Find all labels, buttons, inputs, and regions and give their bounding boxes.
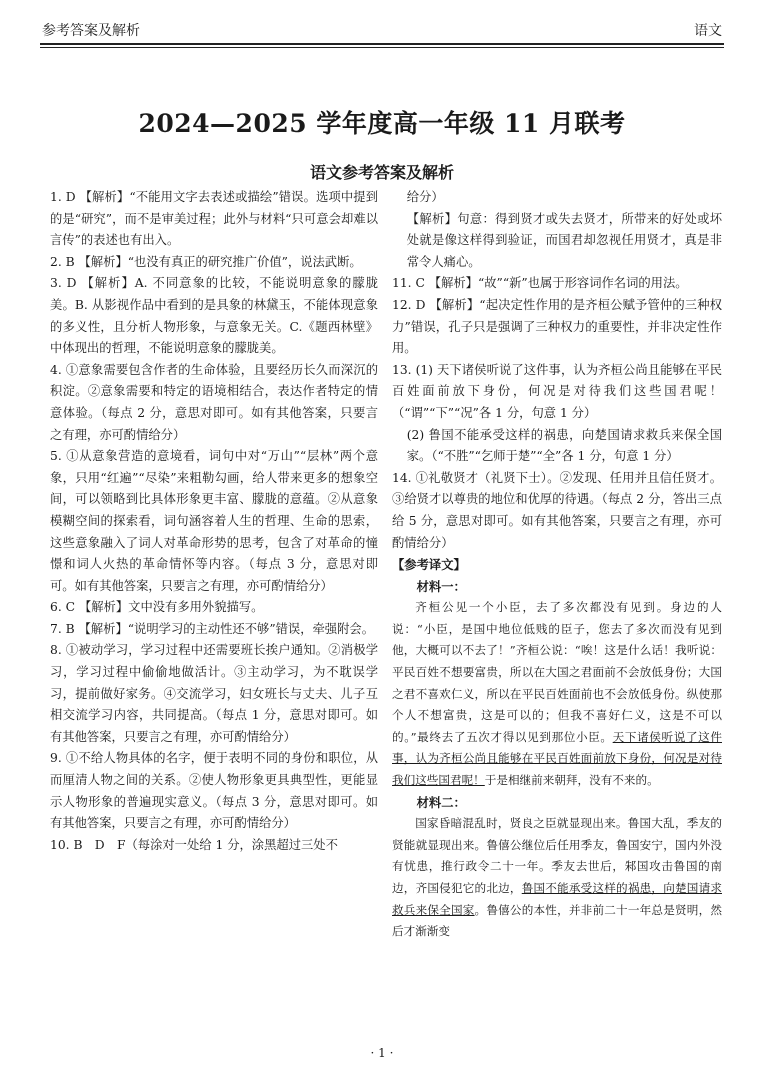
material-1-text	[392, 597, 722, 791]
left-column	[50, 187, 378, 856]
answer-item-7: 7. B 【解析】“说明学习的主动性还不够”错误，牵强附会。	[50, 621, 374, 636]
header-subject-label: 语文	[694, 23, 722, 39]
material-2-text-b: 。鲁僖公的本性，并非前二十一年总是贤明，然后才渐渐变	[392, 902, 722, 939]
answer-item-14: 14. ①礼敬贤才（礼贤下士）。②发现、任用并且信任贤才。③给贤才以尊贵的地位和优厚的待遇。（每点 2 分，答出三点给 5 分，意思对即可。如有其他答案，只要言之有理，亦可酌情给分）	[392, 470, 722, 550]
answer-item-4: 4. ①意象需要包含作者的生命体验，且要经历长久而深沉的积淀。②意象需要和特定的语境相结合，表达作者特定的情意体验。（每点 2 分，意思对即可。如有其他答案，只要言之有理，亦可酌情给分）	[50, 362, 378, 442]
answer-item-12: 12. D 【解析】“起决定性作用的是齐桓公赋予管仲的三种权力”错误，孔子只是强调了三种权力的重要性，并非决定性作用。	[392, 297, 722, 356]
document-subtitle: 语文参考答案及解析	[309, 163, 454, 182]
material-1-text-b: 于是相继前来朝拜，没有不来的。	[484, 773, 659, 788]
header-rule-thin	[40, 47, 724, 48]
document-title: 2024—2025 学年度高一年级 11 月联考	[138, 109, 626, 138]
material-2-underlined: 鲁国不能承受这样的祸患，向楚国请求救兵来保全国家	[392, 881, 722, 917]
answer-item-2: 2. B 【解析】“也没有真正的研究推广价值”，说法武断。	[50, 254, 362, 269]
answer-item-5: 5. ①从意象营造的意境看，词句中对“万山”“层林”两个意象，只用“红遍”“尽染”来粗勒勾画，给人带来更多的想象空间，可以领略到比具体形象更丰富、朦胧的意蕴。②从意象模糊空间的探索看，词句涵容着人生的哲理、生命的思索，这些意象融入了词人对革命形势的思考，包含了对革命的憧憬和词人火热的革命情怀等内容。（每点 3 分，意思对即可。如有其他答案，只要言之有理，亦可酌情给分）	[50, 449, 378, 593]
answer-item-10-analysis: 【解析】句意：得到贤才或失去贤才，所带来的好处或坏处就是像这样得到验证，而国君却忽视任用贤才，真是非常令人痛心。	[406, 211, 722, 269]
material-2-heading: 材料二：	[416, 794, 466, 810]
answer-item-11: 11. C 【解析】“故”“新”也属于形容词作名词的用法。	[392, 276, 688, 291]
answer-item-9: 9. ①不给人物具体的名字，便于表明不同的身份和职位，从而厘清人物之间的关系。②使人物形象更具典型性，更能显示人物形象的普遍现实意义。（每点 3 分，意思对即可。如有其他答案，只要言之有理，亦可酌情给分）	[50, 751, 378, 831]
material-1-underlined: 天下诸侯听说了这件事，认为齐桓公尚且能够在平民百姓面前放下身份，何况是对待我们这些国君呢！	[392, 729, 722, 788]
answer-item-13-1: 13. (1) 天下诸侯听说了这件事，认为齐桓公尚且能够在平民百姓面前放下身份，何况是对待我们这些国君呢！（“谓”“下”“况”各 1 分，句意 1 分）	[392, 362, 722, 420]
answer-item-13-2: (2) 鲁国不能承受这样的祸患，向楚国请求救兵来保全国家。（“不胜”“乞师于楚”“全”各 1 分，句意 1 分）	[406, 427, 722, 464]
answer-item-3: 3. D 【解析】A. 不同意象的比较，不能说明意象的朦胧美。B. 从影视作品中看到的是具象的林黛玉，不能体现意象的多义性，且分析人物形象，与意象无关。C.《题西林壁》中体现出的哲理，不能说明意象的朦胧美。	[50, 276, 378, 356]
material-2-text-a: 国家昏暗混乱时，贤良之臣就显现出来。鲁国大乱，季友的贤能就显现出来。鲁僖公继位后任用季友，鲁国安宁，国内外没有忧患，推行政令二十一年。季友去世后，邾国攻击鲁国的南边，齐国侵犯它的北边，	[392, 816, 722, 895]
reference-translation-heading: 【参考译文】	[392, 557, 466, 573]
answer-item-1: 1. D 【解析】“不能用文字去表述或描绘”错误。选项中提到的是“研究”，而不是审美过程；此外与材料“只可意会却难以言传”的表述也有出入。	[50, 190, 378, 248]
answer-item-8: 8. ①被动学习，学习过程中还需要班长挨户通知。②消极学习，学习过程中偷偷地做活计。③主动学习，为不耽误学习，提前做好家务。④交流学习，妇女班长与丈夫、儿子互相交流学习内容，共同提高。（每点 1 分，意思对即可。如有其他答案，只要言之有理，亦可酌情给分）	[50, 643, 378, 744]
right-column	[392, 187, 722, 943]
material-1-heading: 材料一：	[416, 578, 466, 594]
answer-item-10: 10. B D F（每涂对一处给 1 分，涂黑超过三处不	[50, 837, 338, 852]
answer-item-6: 6. C 【解析】文中没有多用外貌描写。	[50, 600, 264, 615]
page-header	[40, 0, 724, 46]
header-rule-thick	[40, 43, 724, 45]
header-left-label: 参考答案及解析	[42, 23, 140, 39]
material-2-text	[392, 813, 722, 943]
page-number: · 1 ·	[370, 1046, 394, 1060]
answer-item-10-cont: 给分）	[406, 190, 444, 204]
material-1-text-a: 齐桓公见一个小臣，去了多次都没有见到。身边的人说：“小臣，是国中地位低贱的臣子，您去了多次而没有见到他，大概可以不去了！”齐桓公说：“唉！这是什么话！我听说：平民百姓不想要富贵，所以在大国之君面前不会放低身份；大国之君不喜欢仁义，所以在平民百姓面前也不会放低身份。纵使那个人不想富贵，这是可以的；但我不喜好仁义，这是不可以的。”最终去了五次才得以见到那位小臣。	[392, 600, 722, 744]
